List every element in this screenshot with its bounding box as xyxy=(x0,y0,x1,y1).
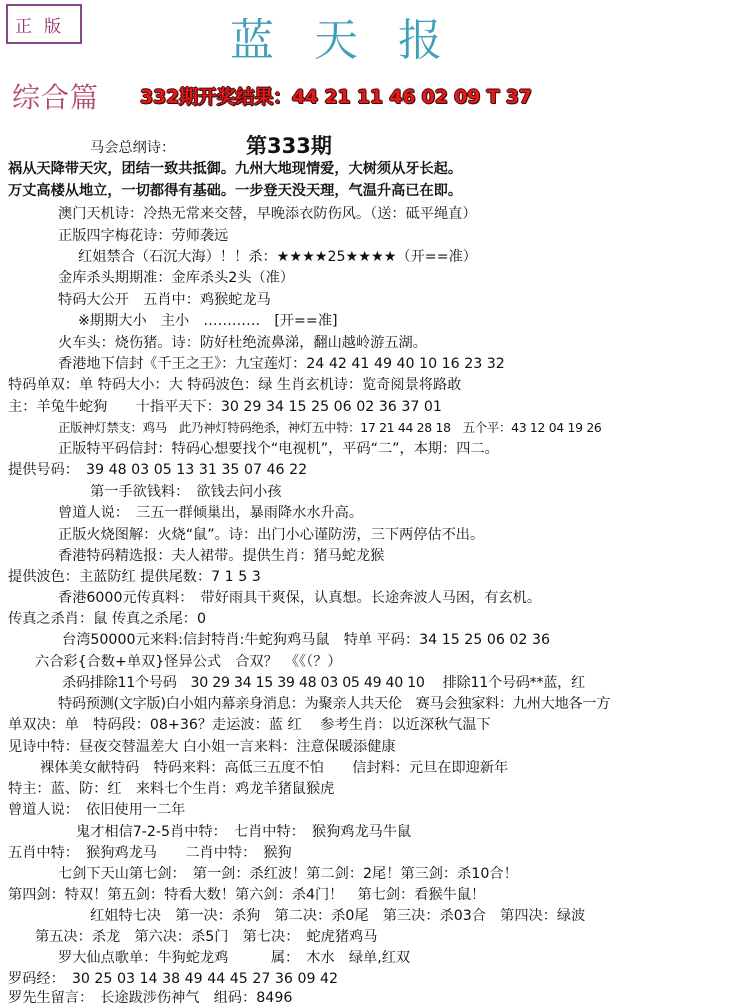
text-line: 七剑下天山第七剑： 第一剑：杀红波！第二剑：2尾！第三剑：杀10合！ xyxy=(58,866,518,882)
text-line: 曾道人说： 依旧使用一二年 xyxy=(8,802,186,818)
text-line: 六合彩{合数+单双}怪异公式 合双？ 《《（？） xyxy=(35,654,342,670)
text-line: 正版四字梅花诗：劳师袭远 xyxy=(58,228,229,244)
issue-number: 第333期 xyxy=(246,134,332,158)
text-line: 单双决：单 特码段：08+36？走运波：蓝 红 参考生肖：以近深秋气温下 xyxy=(8,717,491,733)
text-line: 正版特平码信封：特码心想要找个“电视机”，平码“二”，本期：四二。 xyxy=(58,441,499,457)
text-line: 马会总纲诗： xyxy=(90,140,176,156)
edition-badge: 正版 xyxy=(6,4,82,44)
text-line: 万丈高楼从地立，一切都得有基础。一步登天没天理，气温升高已在即。 xyxy=(8,183,463,199)
text-line: 传真之杀肖：鼠 传真之杀尾：0 xyxy=(8,611,206,627)
text-line: 罗码经： 30 25 03 14 38 49 44 45 27 36 09 42 xyxy=(8,971,339,987)
text-line: 澳门天机诗：冷热无常来交替，早晚添衣防伤风。（送：砥平绳直） xyxy=(58,206,477,222)
text-line: 五肖中特： 猴狗鸡龙马 二肖中特： 猴狗 xyxy=(8,845,292,861)
text-line: 祸从天降带天灾，团结一致共抵御。九州大地现情爱，大树须从牙长起。 xyxy=(8,161,463,177)
text-line: 红姐禁合（石沉大海）！！杀：★★★★25★★★★（开==准） xyxy=(78,249,477,265)
section-label: 综合篇 xyxy=(12,81,100,114)
text-line: 罗大仙点歌单：牛狗蛇龙鸡 属： 木水 绿单,红双 xyxy=(58,950,411,966)
text-line: 正版火烧图解：火烧“鼠”。诗：出门小心谨防涝，三下两停估不出。 xyxy=(58,527,485,543)
text-line: 罗先生留言： 长途跋涉伤神气 组码：8496 xyxy=(8,990,293,1006)
text-line: 香港特码精选报：夫人裙带。提供生肖：猪马蛇龙猴 xyxy=(58,548,385,564)
text-line: 提供号码： 39 48 03 05 13 31 35 07 46 22 xyxy=(8,462,308,478)
text-line: 第一手欲钱料： 欲钱去问小孩 xyxy=(90,484,282,500)
text-line: 台湾50000元来料:信封特肖:牛蛇狗鸡马鼠 特单 平码：34 15 25 06 02 36 xyxy=(62,632,551,648)
text-line: 裸体美女献特码 特码来料：高低三五度不怕 信封料：元旦在即迎新年 xyxy=(40,760,509,776)
text-line: 特主：蓝、防：红 来料七个生肖：鸡龙羊猪鼠猴虎 xyxy=(8,781,335,797)
text-line: 第五决：杀龙 第六决：杀5门 第七决： 蛇虎猪鸡马 xyxy=(35,929,378,945)
text-line: ※期期大小 主小 ………… [开==准] xyxy=(78,313,338,329)
text-line: 鬼才相信7-2-5肖中特： 七肖中特： 猴狗鸡龙马牛鼠 xyxy=(76,824,412,840)
text-line: 提供波色：主蓝防红 提供尾数：7 1 5 3 xyxy=(8,569,261,585)
text-line: 主：羊兔牛蛇狗 十指平天下：30 29 34 15 25 06 02 36 37 01 xyxy=(8,399,442,415)
text-line: 杀码排除11个号码 30 29 34 15 39 48 03 05 49 40 10 排除11个号码**蓝，红 xyxy=(62,675,585,691)
text-line: 正版神灯禁支：鸡马 此乃神灯特码绝杀，神灯五中特：17 21 44 28 18 五个平：43 12 04 19 26 xyxy=(58,420,602,435)
text-line: 见诗中特：昼夜交替温差大 白小姐一言来料：注意保暖添健康 xyxy=(8,739,396,755)
text-line: 香港6000元传真料： 带好雨具干爽保，认真想。长途奔波人马困，有玄机。 xyxy=(58,590,542,606)
text-line: 红姐特七决 第一决：杀狗 第二决：杀0尾 第三决：杀03合 第四决：绿波 xyxy=(90,908,586,924)
text-line: 特码单双：单 特码大小：大 特码波色：绿 生肖玄机诗：览奇阅景将路敢 xyxy=(8,377,462,393)
text-line: 曾道人说： 三五一群倾巢出，暴雨降水水升高。 xyxy=(58,505,364,521)
text-line: 特码大公开 五肖中：鸡猴蛇龙马 xyxy=(58,292,271,308)
text-line: 特码预测(文字版)白小姐内幕亲身消息：为聚亲人共天伦 赛马会独家料：九州大地各一方 xyxy=(58,696,611,712)
text-line: 金库杀头期期准：金库杀头2头（准） xyxy=(58,270,295,286)
text-line: 香港地下信封《千王之王》：九宝莲灯：24 42 41 49 40 10 16 23 32 xyxy=(58,356,505,372)
previous-draw-result: 332期开奖结果：44 21 11 46 02 09 T 37 xyxy=(140,86,532,108)
text-line: 第四剑：特双！第五剑：特看大数！第六剑：杀4门！ 第七剑：看猴牛鼠！ xyxy=(8,887,486,903)
masthead-title: 蓝天报 xyxy=(230,15,482,66)
text-line: 火车头：烧伤猪。诗：防好杜绝流鼻涕，翻山越岭游五湖。 xyxy=(58,335,427,351)
